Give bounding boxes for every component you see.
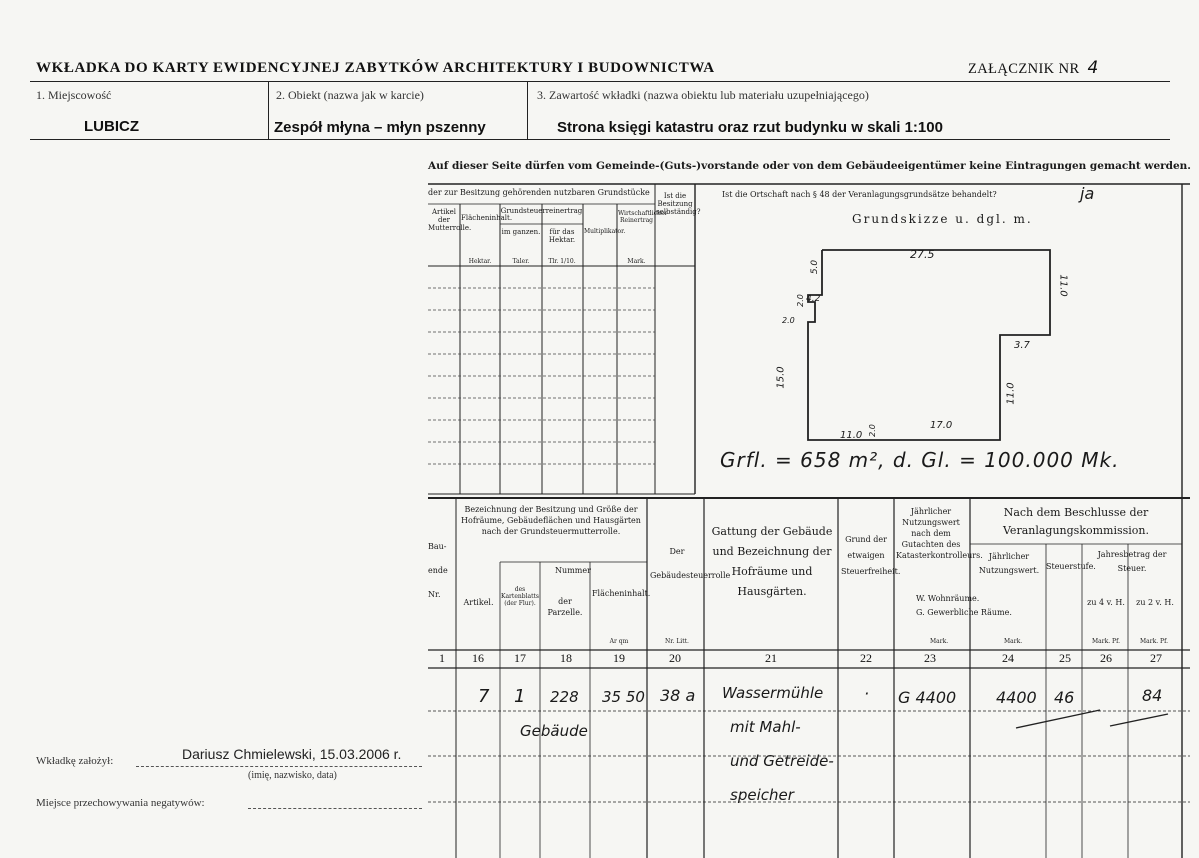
field-divider: [527, 82, 528, 139]
col-number: 16: [472, 651, 484, 665]
locality-value: LUBICZ: [84, 118, 139, 135]
entry-nutzwert-g: G 4400: [898, 688, 957, 707]
col-im-ganzen-unit: Taler.: [512, 258, 530, 265]
col-number: 25: [1059, 651, 1071, 665]
entry-stufe: 46: [1054, 688, 1075, 707]
entry-karte: 1: [514, 686, 526, 707]
col-number: 20: [669, 651, 681, 665]
col-grundsteuer-header: Grundsteuerreinertrag: [500, 207, 583, 215]
storage-dotted-line: [248, 808, 422, 809]
entry-parzelle: 228: [550, 688, 579, 706]
col-number: 24: [1002, 651, 1014, 665]
dim-label: 5.0: [810, 259, 821, 275]
object-label: 2. Obiekt (nazwa jak w karcie): [276, 88, 424, 102]
col-multi-header: Multiplikator.: [584, 228, 626, 235]
mark-unit: Mark.: [930, 638, 949, 645]
col-number: 1: [439, 651, 445, 665]
dim-label: 17.0: [930, 420, 953, 431]
gattung-header: Gattung der Gebäude und Bezeichnung der Hofräume und Hausgärten.: [711, 525, 833, 598]
dim-label: 11.0: [1057, 274, 1069, 297]
col-selbst-header: Ist die Besitzung selbständig?: [656, 192, 701, 216]
annex-number: 4: [1087, 58, 1099, 78]
artikel-header: Artikel.: [463, 598, 494, 607]
dim-label: 11.0: [1005, 382, 1017, 405]
dim-label: 27.5: [910, 248, 935, 261]
col-flaechen-unit: Hektar.: [468, 258, 492, 265]
bezeichnung-header: Bezeichnung der Besitzung und Größe der Hofräume, Gebäudeflächen und Hausgärten nach der Grundsteuermutterrolle.: [461, 505, 641, 536]
jahresbetrag-header: Jahresbetrag der Steuer.: [1097, 550, 1167, 573]
col-number: 18: [560, 651, 572, 665]
col-wirt-header: Wirtschaftlicher Reinertrag: [618, 210, 668, 224]
author-hint: (imię, nazwisko, data): [248, 770, 337, 781]
ortschaft-question: Ist die Ortschaft nach § 48 der Veranlagungsgrundsätze behandelt?: [722, 190, 997, 199]
kartenblatt-header: des Kartenblatts (der Flur).: [501, 586, 539, 607]
col-number: 17: [514, 651, 526, 665]
entry-gattung-line: und Getreide-: [730, 752, 834, 770]
flaecheninhalt-header: Flächeninhalt.: [592, 589, 651, 598]
beschluss-header: Nach dem Beschlusse der Veranlagungskommission.: [1003, 506, 1149, 537]
grund-header: Grund der etwaigen Steuerfreiheit.: [841, 535, 901, 576]
sketch-title: Grundskizze u. dgl. m.: [852, 212, 1033, 226]
entry-flaeche: 35 50: [602, 688, 645, 706]
bau-header-2: ende: [428, 566, 448, 575]
dim-label: 2.0: [782, 316, 795, 325]
entry-gattung-line: Wassermühle: [722, 684, 824, 702]
col-im-ganzen-header: im ganzen.: [501, 228, 541, 236]
entry-grund: ·: [864, 684, 870, 703]
col-flaechen-header: Flächeninhalt.: [461, 214, 513, 222]
annex-label: [968, 58, 1099, 78]
nutzwert-header: Jährlicher Nutzungswert.: [978, 552, 1040, 575]
locality-label: 1. Miejscowość: [36, 88, 112, 102]
dim-label: 2.0: [867, 424, 877, 437]
storage-label: Miejsce przechowywania negatywów:: [36, 797, 205, 809]
col-number: 23: [924, 651, 936, 665]
ortschaft-answer: ja: [1080, 184, 1095, 203]
zu4-header: zu 4 v. H.: [1087, 598, 1125, 607]
col-number: 19: [613, 651, 625, 665]
entry-gattung-line: speicher: [730, 786, 794, 804]
content-label: 3. Zawartość wkładki (nazwa obiektu lub materiału uzupełniającego): [537, 88, 869, 102]
dim-label: 3.7: [1014, 340, 1030, 351]
gebaeude-header: Der Gebäudesteuerrolle: [650, 547, 731, 580]
dim-label: 4.2: [806, 294, 821, 304]
dim-label: 15.0: [775, 366, 787, 389]
entry-betrag: 84: [1142, 686, 1163, 705]
mark-pf-unit: Mark. Pf.: [1140, 638, 1168, 645]
strike-through-marks: [1010, 706, 1170, 732]
col-number: 22: [860, 651, 872, 665]
mark-pf-unit: Mark. Pf.: [1092, 638, 1120, 645]
col-number: 26: [1100, 651, 1112, 665]
flaeche-units: Ar qm: [609, 638, 629, 645]
gebaeude-units: Nr. Litt.: [665, 638, 689, 645]
col-number: 27: [1150, 651, 1162, 665]
author-label: Wkładkę założył:: [36, 755, 114, 767]
sketch-note: Grfl. = 658 m², d. Gl. = 100.000 Mk.: [720, 448, 1120, 472]
mark-unit: Mark.: [1004, 638, 1023, 645]
fields-rule: [30, 139, 1170, 140]
object-value: Zespół młyna – młyn pszenny: [274, 119, 486, 136]
nummer-header: Nummer: [555, 566, 591, 575]
col-fuer-hektar-unit: Tlr. 1/10.: [548, 258, 576, 265]
bau-header-3: Nr.: [428, 590, 441, 599]
col-artikel-header: Artikel der Mutterrolle.: [428, 208, 472, 232]
entry-nutzwert: 4400: [996, 688, 1037, 707]
entry-subnote: Gebäude: [520, 722, 588, 740]
col-number: 21: [765, 651, 777, 665]
document-title: WKŁADKA DO KARTY EWIDENCYJNEJ ZABYTKÓW ARCHITEKTURY I BUDOWNICTWA: [36, 60, 715, 76]
col-fuer-hektar-header: für das Hektar.: [548, 228, 576, 244]
entry-gattung-line: mit Mahl-: [730, 718, 801, 736]
jaehrl-w: W. Wohnräume.: [916, 594, 980, 603]
header-rule: [30, 81, 1170, 82]
upper-left-header: der zur Besitzung gehörenden nutzbaren Grundstücke: [428, 188, 650, 197]
dim-label: 11.0: [840, 430, 863, 441]
column-numbers: [428, 651, 1182, 667]
author-dotted-line: [136, 766, 422, 767]
entry-gebaeude: 38 a: [660, 686, 696, 705]
ledger-top-note: Auf dieser Seite dürfen vom Gemeinde-(Guts-)vorstande oder von dem Gebäudeeigentümer keine Eintragungen gemacht werden.: [428, 160, 1191, 172]
field-divider: [268, 82, 269, 139]
jaehrl-header: Jährlicher Nutzungswert nach dem Gutachten des Katasterkontrolleurs.: [896, 507, 983, 560]
jaehrl-g: G. Gewerbliche Räume.: [916, 608, 1012, 617]
col-wirt-unit: Mark.: [627, 258, 646, 265]
author-value: Dariusz Chmielewski, 15.03.2006 r.: [182, 746, 402, 762]
zu2-header: zu 2 v. H.: [1136, 598, 1174, 607]
parzelle-header: der Parzelle.: [547, 597, 583, 617]
content-value: Strona księgi katastru oraz rzut budynku w skali 1:100: [557, 119, 943, 136]
dim-label: 2.0: [795, 294, 805, 307]
steuerstufe-header: Steuerstufe.: [1046, 562, 1096, 571]
bau-header: Bau-: [428, 542, 447, 551]
annex-label-text: ZAŁĄCZNIK NR: [968, 61, 1080, 77]
entry-artikel: 7: [478, 686, 490, 707]
